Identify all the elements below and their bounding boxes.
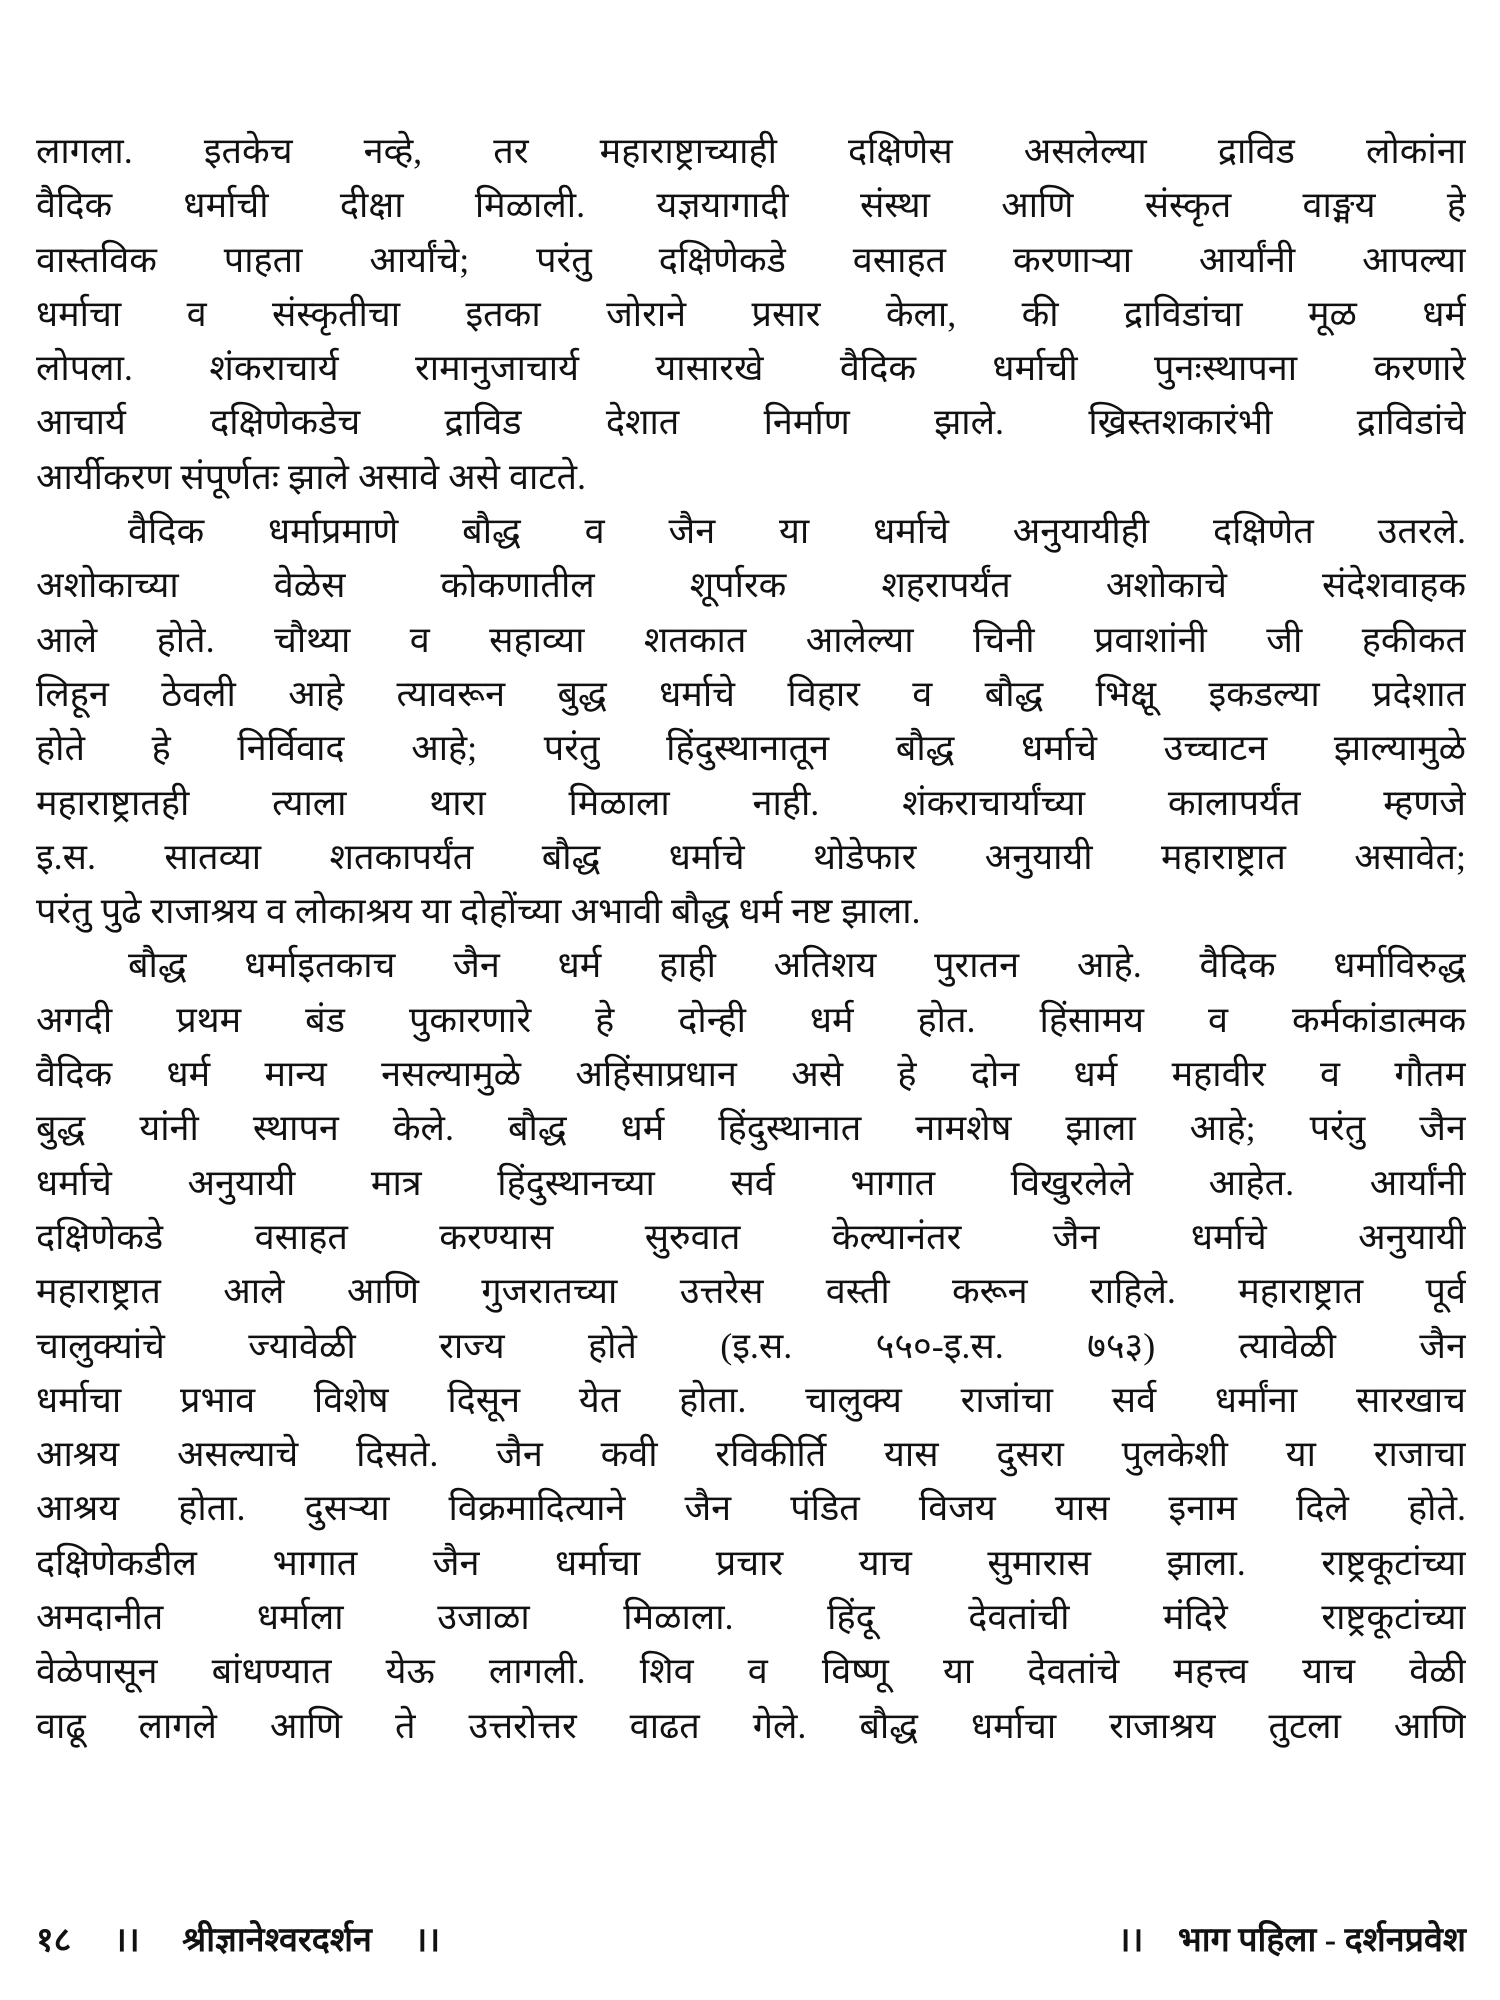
title-danda-open: ।। <box>113 1922 140 1959</box>
footer-left <box>36 1915 474 1965</box>
section-title: भाग पहिला - दर्शनप्रवेश <box>1177 1922 1466 1959</box>
text-line: होते हे निर्विवाद आहे; परंतु हिंदुस्थानातून बौद्ध धर्माचे उच्चाटन झाल्यामुळे <box>36 728 1466 769</box>
text-line: आश्रय असल्याचे दिसते. जैन कवी रविकीर्ति यास दुसरा पुलकेशी या राजाचा <box>36 1434 1466 1475</box>
text-line: धर्माचा प्रभाव विशेष दिसून येत होता. चालुक्य राजांचा सर्व धर्मांना सारखाच <box>36 1379 1466 1420</box>
text-line: वैदिक धर्म मान्य नसल्यामुळे अहिंसाप्रधान असे हे दोन धर्म महावीर व गौतम <box>36 1054 1466 1095</box>
text-line: धर्माचे अनुयायी मात्र हिंदुस्थानच्या सर्व भागात विखुरलेले आहेत. आर्यांनी <box>36 1162 1466 1203</box>
text-line: महाराष्ट्रात आले आणि गुजरातच्या उत्तरेस वस्ती करून राहिले. महाराष्ट्रात पूर्व <box>36 1271 1466 1312</box>
text-line: अशोकाच्या वेळेस कोकणातील शूर्पारक शहरापर्यंत अशोकाचे संदेशवाहक <box>36 565 1466 606</box>
footer-right <box>1092 1915 1466 1965</box>
text-line: वास्तविक पाहता आर्यांचे; परंतु दक्षिणेकडे वसाहत करणाऱ्या आर्यांनी आपल्या <box>36 239 1466 280</box>
section-danda-open: ।। <box>1117 1922 1144 1959</box>
text-line: लागला. इतकेच नव्हे, तर महाराष्ट्राच्याही दक्षिणेस असलेल्या द्राविड लोकांना <box>36 131 1466 171</box>
text-line: लोपला. शंकराचार्य रामानुजाचार्य यासारखे वैदिक धर्माची पुनःस्थापना करणारे <box>36 348 1466 389</box>
page-number: १८ <box>36 1922 72 1959</box>
text-line: वाढू लागले आणि ते उत्तरोत्तर वाढत गेले. बौद्ध धर्माचा राजाश्रय तुटला आणि <box>36 1705 1466 1746</box>
text-line: वैदिक धर्माप्रमाणे बौद्ध व जैन या धर्माचे अनुयायीही दक्षिणेत उतरले. <box>128 511 1466 552</box>
text-line: इ.स. सातव्या शतकापर्यंत बौद्ध धर्माचे थोडेफार अनुयायी महाराष्ट्रात असावेत; <box>36 836 1466 877</box>
text-line: आश्रय होता. दुसऱ्या विक्रमादित्याने जैन पंडित विजय यास इनाम दिले होते. <box>36 1488 1466 1529</box>
text-line: वैदिक धर्माची दीक्षा मिळाली. यज्ञयागादी संस्था आणि संस्कृत वाङ्मय हे <box>36 185 1466 226</box>
page-body <box>36 124 1466 1753</box>
page-footer <box>36 1915 1466 1965</box>
text-line: दक्षिणेकडील भागात जैन धर्माचा प्रचार याच सुमारास झाला. राष्ट्रकूटांच्या <box>36 1542 1466 1583</box>
title-danda-close: ।। <box>414 1922 441 1959</box>
text-line: बुद्ध यांनी स्थापन केले. बौद्ध धर्म हिंदुस्थानात नामशेष झाला आहे; परंतु जैन <box>36 1108 1466 1149</box>
text-line: आले होते. चौथ्या व सहाव्या शतकात आलेल्या चिनी प्रवाशांनी जी हकीकत <box>36 619 1466 660</box>
text-line: अगदी प्रथम बंड पुकारणारे हे दोन्ही धर्म होत. हिंसामय व कर्मकांडात्मक <box>36 999 1466 1040</box>
book-title: श्रीज्ञानेश्वरदर्शन <box>182 1922 372 1959</box>
text-line: महाराष्ट्रातही त्याला थारा मिळाला नाही. शंकराचार्यांच्या कालापर्यंत म्हणजे <box>36 782 1466 823</box>
text-line: आर्यीकरण संपूर्णतः झाले असावे असे वाटते. <box>36 456 586 497</box>
text-line: वेळेपासून बांधण्यात येऊ लागली. शिव व विष्णू या देवतांचे महत्त्व याच वेळी <box>36 1651 1466 1692</box>
text-line: आचार्य दक्षिणेकडेच द्राविड देशात निर्माण झाले. ख्रिस्तशकारंभी द्राविडांचे <box>36 402 1466 443</box>
text-line: अमदानीत धर्माला उजाळा मिळाला. हिंदू देवतांची मंदिरे राष्ट्रकूटांच्या <box>36 1597 1466 1638</box>
text-line: दक्षिणेकडे वसाहत करण्यास सुरुवात केल्यानंतर जैन धर्माचे अनुयायी <box>36 1216 1466 1257</box>
text-line: धर्माचा व संस्कृतीचा इतका जोराने प्रसार केला, की द्राविडांचा मूळ धर्म <box>36 293 1466 334</box>
text-line: चालुक्यांचे ज्यावेळी राज्य होते (इ.स. ५५०-इ.स. ७५३) त्यावेळी जैन <box>36 1325 1466 1366</box>
text-line: लिहून ठेवली आहे त्यावरून बुद्ध धर्माचे विहार व बौद्ध भिक्षू इकडल्या प्रदेशात <box>36 673 1466 714</box>
text-line: परंतु पुढे राजाश्रय व लोकाश्रय या दोहोंच्या अभावी बौद्ध धर्म नष्ट झाला. <box>36 891 921 932</box>
text-line: बौद्ध धर्माइतकाच जैन धर्म हाही अतिशय पुरातन आहे. वैदिक धर्माविरुद्ध <box>128 945 1466 986</box>
